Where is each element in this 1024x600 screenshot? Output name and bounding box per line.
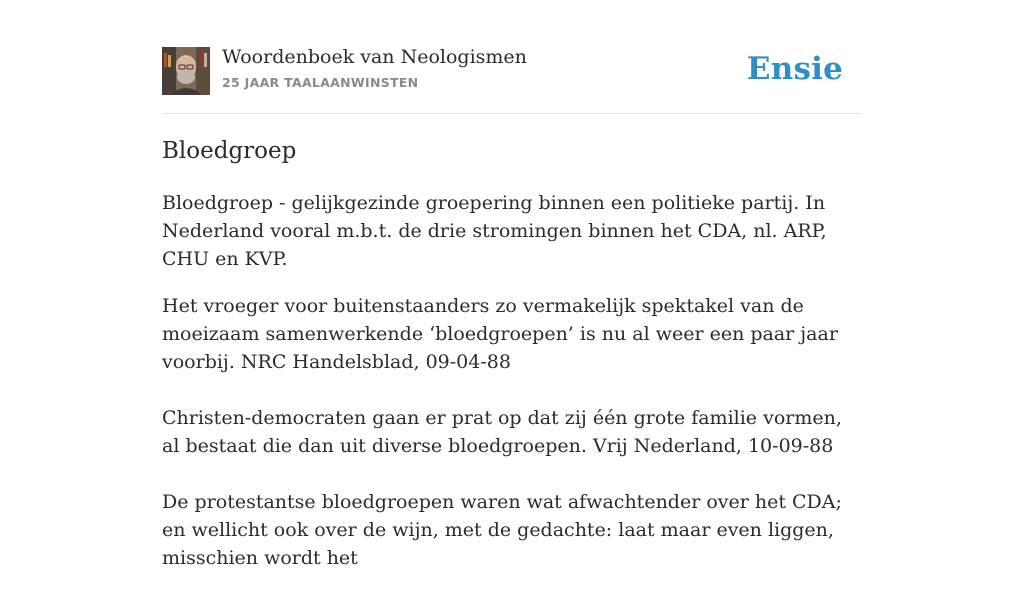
entry-body xyxy=(162,189,862,600)
site-header xyxy=(162,0,862,114)
page xyxy=(162,0,862,569)
site-subtitle: 25 JAAR TAALAANWINSTEN xyxy=(222,75,419,90)
avatar-photo-icon xyxy=(162,47,210,95)
entry-definition: Bloedgroep - gelijkgezinde groepering binnen een politieke partij. In Nederland vooral m.b.t. de drie stromingen binnen het CDA, nl. ARP, CHU en KVP. xyxy=(162,192,827,270)
site-title[interactable]: Woordenboek van Neologismen xyxy=(222,46,527,68)
entry-quote: De protestantse bloedgroepen waren wat afwachtender over het CDA; en wellicht ook over de wijn, met de gedachte: laat maar even liggen, misschien wordt het xyxy=(162,491,842,569)
ensie-logo-link[interactable]: Ensie xyxy=(746,51,843,87)
author-avatar[interactable] xyxy=(162,47,210,95)
entry-quote: Christen-democraten gaan er prat op dat zij één grote familie vormen, al bestaat die dan uit diverse bloedgroepen. Vrij Nederland, 10-09-88 xyxy=(162,407,842,457)
entry-quote: Het vroeger voor buitenstaanders zo vermakelijk spektakel van de moeizaam samenwerkende ‘bloedgroepen’ is nu al weer een paar jaar voorbij. NRC Handelsblad, 09-04-88 xyxy=(162,295,838,373)
entry-title: Bloedgroep xyxy=(162,138,297,164)
